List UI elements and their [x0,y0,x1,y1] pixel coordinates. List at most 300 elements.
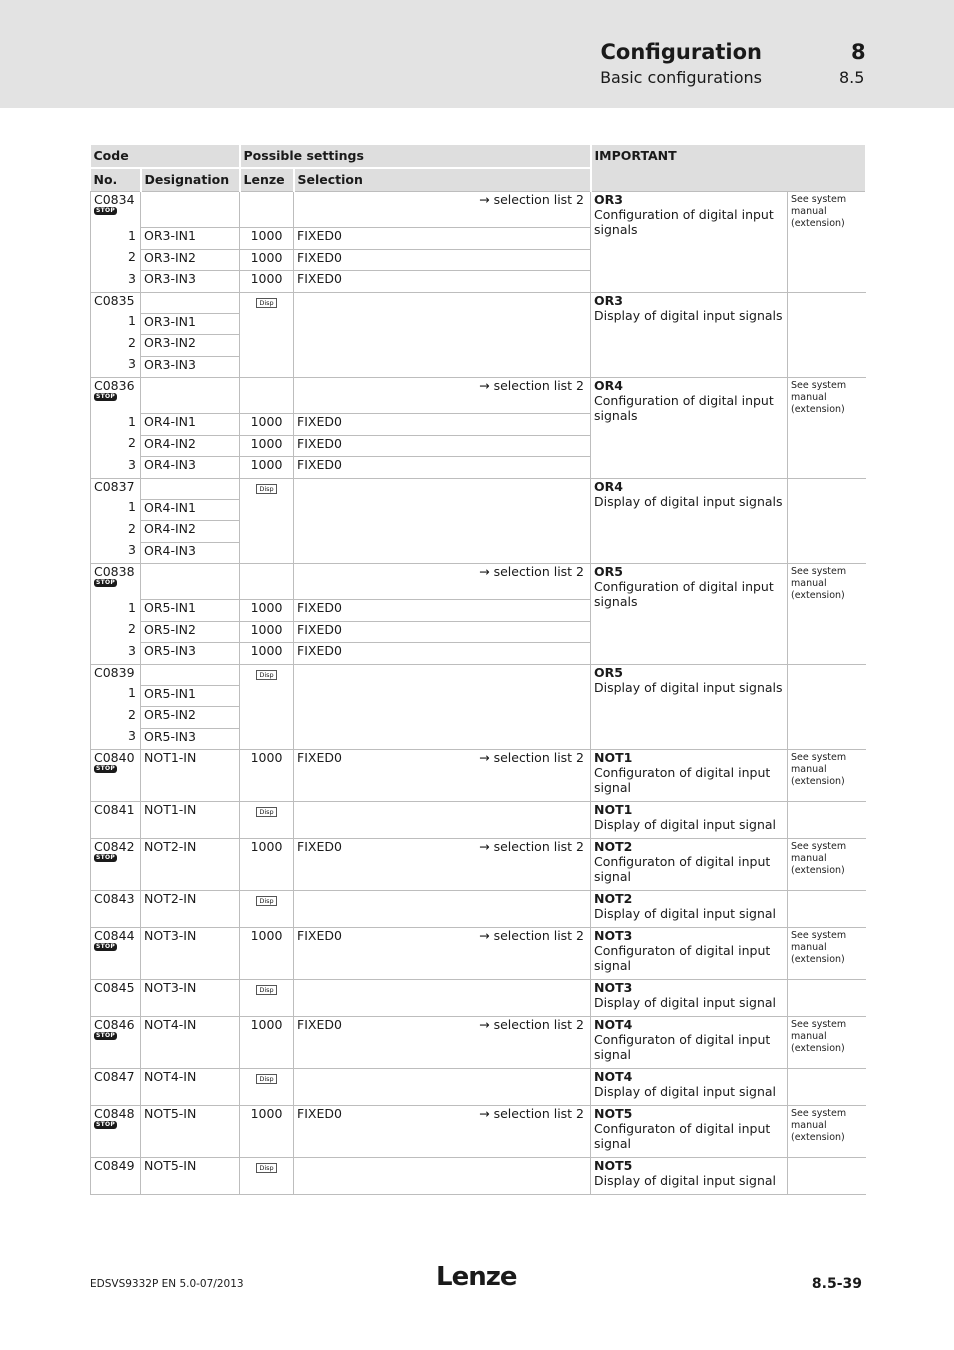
header-possible-settings: Possible settings [240,145,591,168]
note-cell [788,292,866,378]
selection-wrap [297,1158,587,1173]
sub-lenze-value: 1000 [250,457,283,472]
sub-designation-cell [141,621,240,643]
designation-value: NOT1-IN [144,802,197,817]
table-row [91,564,866,600]
sub-designation-cell [141,499,240,521]
selection-list-link: → selection list 2 [479,839,585,854]
table-row [91,980,866,1017]
sub-selection-value: FIXED0 [297,414,342,429]
code-cell [91,891,141,928]
important-cell [591,664,788,750]
subcode-no: 3 [128,728,136,743]
subcode-no: 1 [128,227,136,243]
table-row [91,891,866,928]
selection-cell [294,1017,591,1069]
sub-designation-cell [141,335,240,357]
important-cell [591,891,788,928]
selection-list-link: → selection list 2 [479,192,585,207]
lenze-cell [240,802,294,839]
see-system-manual-note: See system manual (extension) [791,752,847,787]
stop-icon: STOP [96,1121,116,1128]
display-only-icon: Disp [256,896,276,906]
important-cell [591,1069,788,1106]
subcode-no-cell [91,435,141,457]
table-row [91,839,866,891]
sub-designation: OR5-IN2 [144,621,196,637]
sub-lenze-value: 1000 [250,414,283,429]
lenze-cell [240,1017,294,1069]
subcode-no-cell [91,643,141,665]
display-only-icon: Disp [256,985,276,995]
header-selection: Selection [294,168,591,192]
selection-cell [294,891,591,928]
code-cell [91,192,141,228]
selection-value: FIXED0 [297,750,342,765]
selection-cell [294,980,591,1017]
selection-list-link: → selection list 2 [479,928,585,943]
designation-cell [141,1017,240,1069]
important-title: OR4 [594,478,623,494]
selection-cell [294,564,591,600]
important-description: Display of digital input signal [594,817,777,832]
note-cell [788,750,866,802]
sub-lenze-cell [240,621,294,643]
sub-designation: OR4-IN2 [144,435,196,451]
sub-designation-cell [141,521,240,543]
selection-cell [294,802,591,839]
sub-lenze-value: 1000 [250,271,283,286]
table-row [91,378,866,414]
designation-value: NOT2-IN [144,891,197,906]
important-description: Display of digital input signal [594,1173,777,1188]
sub-designation-cell [141,600,240,622]
designation-cell [141,750,240,802]
lenze-cell [240,1158,294,1195]
code-cell [91,564,141,600]
note-cell [788,564,866,665]
lenze-cell [240,1069,294,1106]
selection-cell [294,478,591,564]
lenze-cell [240,839,294,891]
important-title: OR4 [594,378,623,393]
selection-wrap [297,750,587,765]
sub-selection-cell [294,621,591,643]
code-cell [91,292,141,313]
display-only-icon: Disp [256,298,276,308]
designation-cell [141,891,240,928]
lenze-cell [240,928,294,980]
subcode-no: 3 [128,456,136,472]
header-designation: Designation [141,168,240,192]
sub-designation-cell [141,271,240,293]
selection-cell [294,664,591,750]
important-description: Display of digital input signal [594,995,777,1010]
lenze-logo: Lenze [436,1262,517,1292]
important-title: NOT4 [594,1017,633,1032]
chapter-title: Configuration [600,40,762,64]
display-only-icon: Disp [256,484,276,494]
important-description: Configuraton of digital input signal [594,943,771,973]
code-value: C0843 [94,891,135,906]
sub-lenze-cell [240,457,294,479]
designation-value: NOT5-IN [144,1106,197,1121]
code-cell [91,928,141,980]
table-row [91,750,866,802]
subcode-no-cell [91,728,141,750]
subcode-no: 2 [128,621,136,636]
selection-cell [294,750,591,802]
sub-selection-cell [294,249,591,271]
selection-list-link: → selection list 2 [479,564,585,579]
note-cell [788,378,866,479]
code-value: C0844 [94,928,135,943]
subcode-no: 3 [128,356,136,371]
selection-wrap [297,293,587,308]
selection-cell [294,378,591,414]
designation-cell [141,839,240,891]
note-cell [788,664,866,750]
table-row [91,1106,866,1158]
display-only-icon: Disp [256,807,276,817]
lenze-cell [240,292,294,378]
document-id: EDSVS9332P EN 5.0-07/2013 [90,1278,244,1290]
subcode-no: 2 [128,249,136,264]
important-title: NOT1 [594,750,633,765]
page-number: 8.5-39 [811,1276,862,1292]
sub-designation: OR3-IN1 [144,313,196,329]
selection-value: FIXED0 [297,1017,342,1032]
note-cell [788,478,866,564]
important-title: NOT4 [594,1069,633,1084]
lenze-cell [240,891,294,928]
table-row [91,478,866,499]
important-title: OR3 [594,292,623,308]
selection-cell [294,1069,591,1106]
sub-selection-cell [294,600,591,622]
selection-list-link: → selection list 2 [479,378,585,393]
see-system-manual-note: See system manual (extension) [791,841,847,876]
lenze-cell [240,192,294,228]
code-value: C0846 [94,1017,135,1032]
sub-designation-cell [141,457,240,479]
important-description: Configuration of digital input signals [594,579,774,609]
selection-value: FIXED0 [297,839,342,854]
subcode-no: 1 [128,499,136,514]
code-cell [91,750,141,802]
important-title: NOT5 [594,1106,633,1121]
header-lenze: Lenze [240,168,294,192]
sub-designation: OR5-IN2 [144,707,196,722]
sub-selection-value: FIXED0 [297,228,342,243]
see-system-manual-note: See system manual (extension) [791,1019,847,1054]
selection-wrap [297,378,587,393]
note-cell [788,192,866,293]
code-value: C0849 [94,1158,135,1173]
code-value: C0835 [94,292,135,308]
sub-selection-cell [294,414,591,436]
note-cell [788,928,866,980]
code-value: C0847 [94,1069,135,1084]
subcode-no: 2 [128,435,136,450]
lenze-value: 1000 [250,750,283,765]
important-cell [591,1017,788,1069]
important-cell [591,839,788,891]
see-system-manual-note: See system manual (extension) [791,566,847,601]
see-system-manual-note: See system manual (extension) [791,380,847,415]
subcode-no-cell [91,621,141,643]
code-value: C0834 [94,192,135,207]
sub-designation-cell [141,707,240,729]
chapter-number: 8 [851,40,866,64]
sub-lenze-cell [240,600,294,622]
selection-cell [294,1106,591,1158]
sub-lenze-value: 1000 [250,249,283,265]
code-value: C0836 [94,378,135,393]
lenze-cell [240,980,294,1017]
designation-cell [141,292,240,313]
code-value: C0837 [94,478,135,494]
see-system-manual-note: See system manual (extension) [791,194,847,229]
important-title: NOT3 [594,928,633,943]
note-cell [788,1106,866,1158]
selection-wrap [297,665,587,680]
code-cell [91,1069,141,1106]
important-cell [591,1106,788,1158]
designation-value: NOT5-IN [144,1158,197,1173]
sub-lenze-cell [240,435,294,457]
selection-list-link: → selection list 2 [479,750,585,765]
code-value: C0848 [94,1106,135,1121]
table-row [91,928,866,980]
code-cell [91,1106,141,1158]
lenze-cell [240,378,294,414]
stop-icon: STOP [96,393,116,400]
section-title: Basic configurations [600,68,762,87]
sub-designation: OR4-IN3 [144,457,196,472]
important-title: NOT5 [594,1158,633,1173]
sub-designation: OR5-IN1 [144,600,196,615]
stop-icon: STOP [96,207,116,214]
subcode-no-cell [91,457,141,479]
lenze-value: 1000 [250,839,283,854]
important-title: OR3 [594,192,623,207]
display-only-icon: Disp [256,1074,276,1084]
selection-wrap [297,1017,587,1032]
sub-lenze-cell [240,271,294,293]
selection-wrap [297,839,587,854]
sub-designation-cell [141,228,240,250]
selection-wrap [297,192,587,207]
subcode-no-cell [91,499,141,521]
important-cell [591,928,788,980]
sub-lenze-value: 1000 [250,435,283,451]
sub-selection-cell [294,228,591,250]
important-description: Configuraton of digital input signal [594,765,771,795]
lenze-value: 1000 [250,928,283,943]
selection-cell [294,1158,591,1195]
important-cell [591,478,788,564]
code-cell [91,378,141,414]
important-cell [591,980,788,1017]
header-band [0,0,954,108]
designation-value: NOT4-IN [144,1069,197,1084]
table-row [91,1158,866,1195]
important-cell [591,750,788,802]
sub-designation: OR3-IN1 [144,228,196,243]
note-cell [788,1017,866,1069]
important-description: Configuraton of digital input signal [594,1121,771,1151]
important-description: Configuraton of digital input signal [594,1032,771,1062]
designation-cell [141,192,240,228]
lenze-cell [240,478,294,564]
sub-selection-value: FIXED0 [297,435,342,451]
designation-value: NOT3-IN [144,980,197,995]
stop-icon: STOP [96,854,116,861]
subcode-no: 2 [128,706,136,722]
header-no: No. [91,168,141,192]
table-row [91,192,866,228]
selection-cell [294,928,591,980]
code-value: C0841 [94,802,135,817]
display-only-icon: Disp [256,1163,276,1173]
subcode-no-cell [91,600,141,622]
designation-cell [141,478,240,499]
important-title: NOT1 [594,802,633,817]
selection-cell [294,292,591,378]
subcode-no-cell [91,685,141,707]
note-cell [788,1158,866,1195]
sub-designation-cell [141,249,240,271]
table-row [91,664,866,685]
designation-cell [141,1158,240,1195]
subcode-no: 2 [128,334,136,350]
sub-designation: OR4-IN1 [144,499,196,515]
designation-cell [141,980,240,1017]
sub-lenze-value: 1000 [250,228,283,243]
subcode-no-cell [91,271,141,293]
designation-value: NOT3-IN [144,928,197,943]
sub-selection-value: FIXED0 [297,271,342,286]
selection-wrap [297,891,587,906]
code-cell [91,980,141,1017]
important-description: Display of digital input signals [594,679,783,695]
sub-lenze-value: 1000 [250,643,283,658]
sub-designation: OR3-IN3 [144,356,196,372]
subcode-no: 1 [128,599,136,615]
code-value: C0840 [94,750,135,765]
lenze-cell [240,664,294,750]
subcode-no: 2 [128,520,136,536]
sub-selection-cell [294,643,591,665]
lenze-value: 1000 [250,1106,283,1121]
subcode-no: 1 [128,413,136,429]
stop-icon: STOP [96,1032,116,1039]
important-description: Display of digital input signals [594,307,783,323]
important-title: NOT3 [594,980,633,995]
important-description: Configuraton of digital input signal [594,854,771,884]
selection-wrap [297,1106,587,1121]
important-cell [591,292,788,378]
designation-value: NOT1-IN [144,750,197,765]
subcode-no: 1 [128,313,136,328]
important-description: Configuration of digital input signals [594,207,774,237]
stop-icon: STOP [96,943,116,950]
sub-designation-cell [141,356,240,378]
sub-designation: OR5-IN1 [144,685,196,701]
subcode-no-cell [91,521,141,543]
table-row [91,1069,866,1106]
lenze-cell [240,564,294,600]
subcode-no: 3 [128,270,136,286]
subcode-no-cell [91,335,141,357]
sub-designation-cell [141,728,240,750]
sub-designation: OR4-IN2 [144,521,196,536]
designation-cell [141,664,240,685]
important-cell [591,802,788,839]
designation-value: NOT2-IN [144,839,197,854]
designation-value: NOT4-IN [144,1017,197,1032]
code-cell [91,802,141,839]
selection-cell [294,839,591,891]
sub-designation: OR3-IN2 [144,249,196,265]
code-value: C0839 [94,664,135,680]
sub-designation: OR4-IN1 [144,414,196,429]
sub-lenze-cell [240,249,294,271]
sub-selection-value: FIXED0 [297,600,342,615]
sub-designation-cell [141,685,240,707]
sub-designation: OR5-IN3 [144,728,196,744]
stop-icon: STOP [96,765,116,772]
table-row [91,1017,866,1069]
sub-selection-cell [294,457,591,479]
sub-designation-cell [141,643,240,665]
important-description: Display of digital input signal [594,1084,777,1099]
sub-designation-cell [141,542,240,564]
sub-designation: OR5-IN3 [144,643,196,658]
designation-cell [141,378,240,414]
table-header-row-1 [91,145,866,168]
lenze-value: 1000 [250,1017,283,1032]
see-system-manual-note: See system manual (extension) [791,1108,847,1143]
important-title: NOT2 [594,891,633,906]
parameter-table [90,145,867,1195]
selection-value: FIXED0 [297,928,342,943]
sub-selection-cell [294,435,591,457]
see-system-manual-note: See system manual (extension) [791,930,847,965]
code-value: C0845 [94,980,135,995]
display-only-icon: Disp [256,670,276,680]
selection-wrap [297,479,587,494]
designation-cell [141,802,240,839]
selection-value: FIXED0 [297,1106,342,1121]
code-cell [91,839,141,891]
subcode-no-cell [91,542,141,564]
important-cell [591,192,788,293]
sub-selection-value: FIXED0 [297,457,342,472]
designation-cell [141,564,240,600]
designation-cell [141,1106,240,1158]
header-code: Code [91,145,240,168]
important-description: Configuration of digital input signals [594,393,774,423]
lenze-cell [240,1106,294,1158]
code-cell [91,1017,141,1069]
subcode-no-cell [91,313,141,335]
lenze-cell [240,750,294,802]
selection-cell [294,192,591,228]
sub-lenze-cell [240,414,294,436]
selection-wrap [297,980,587,995]
